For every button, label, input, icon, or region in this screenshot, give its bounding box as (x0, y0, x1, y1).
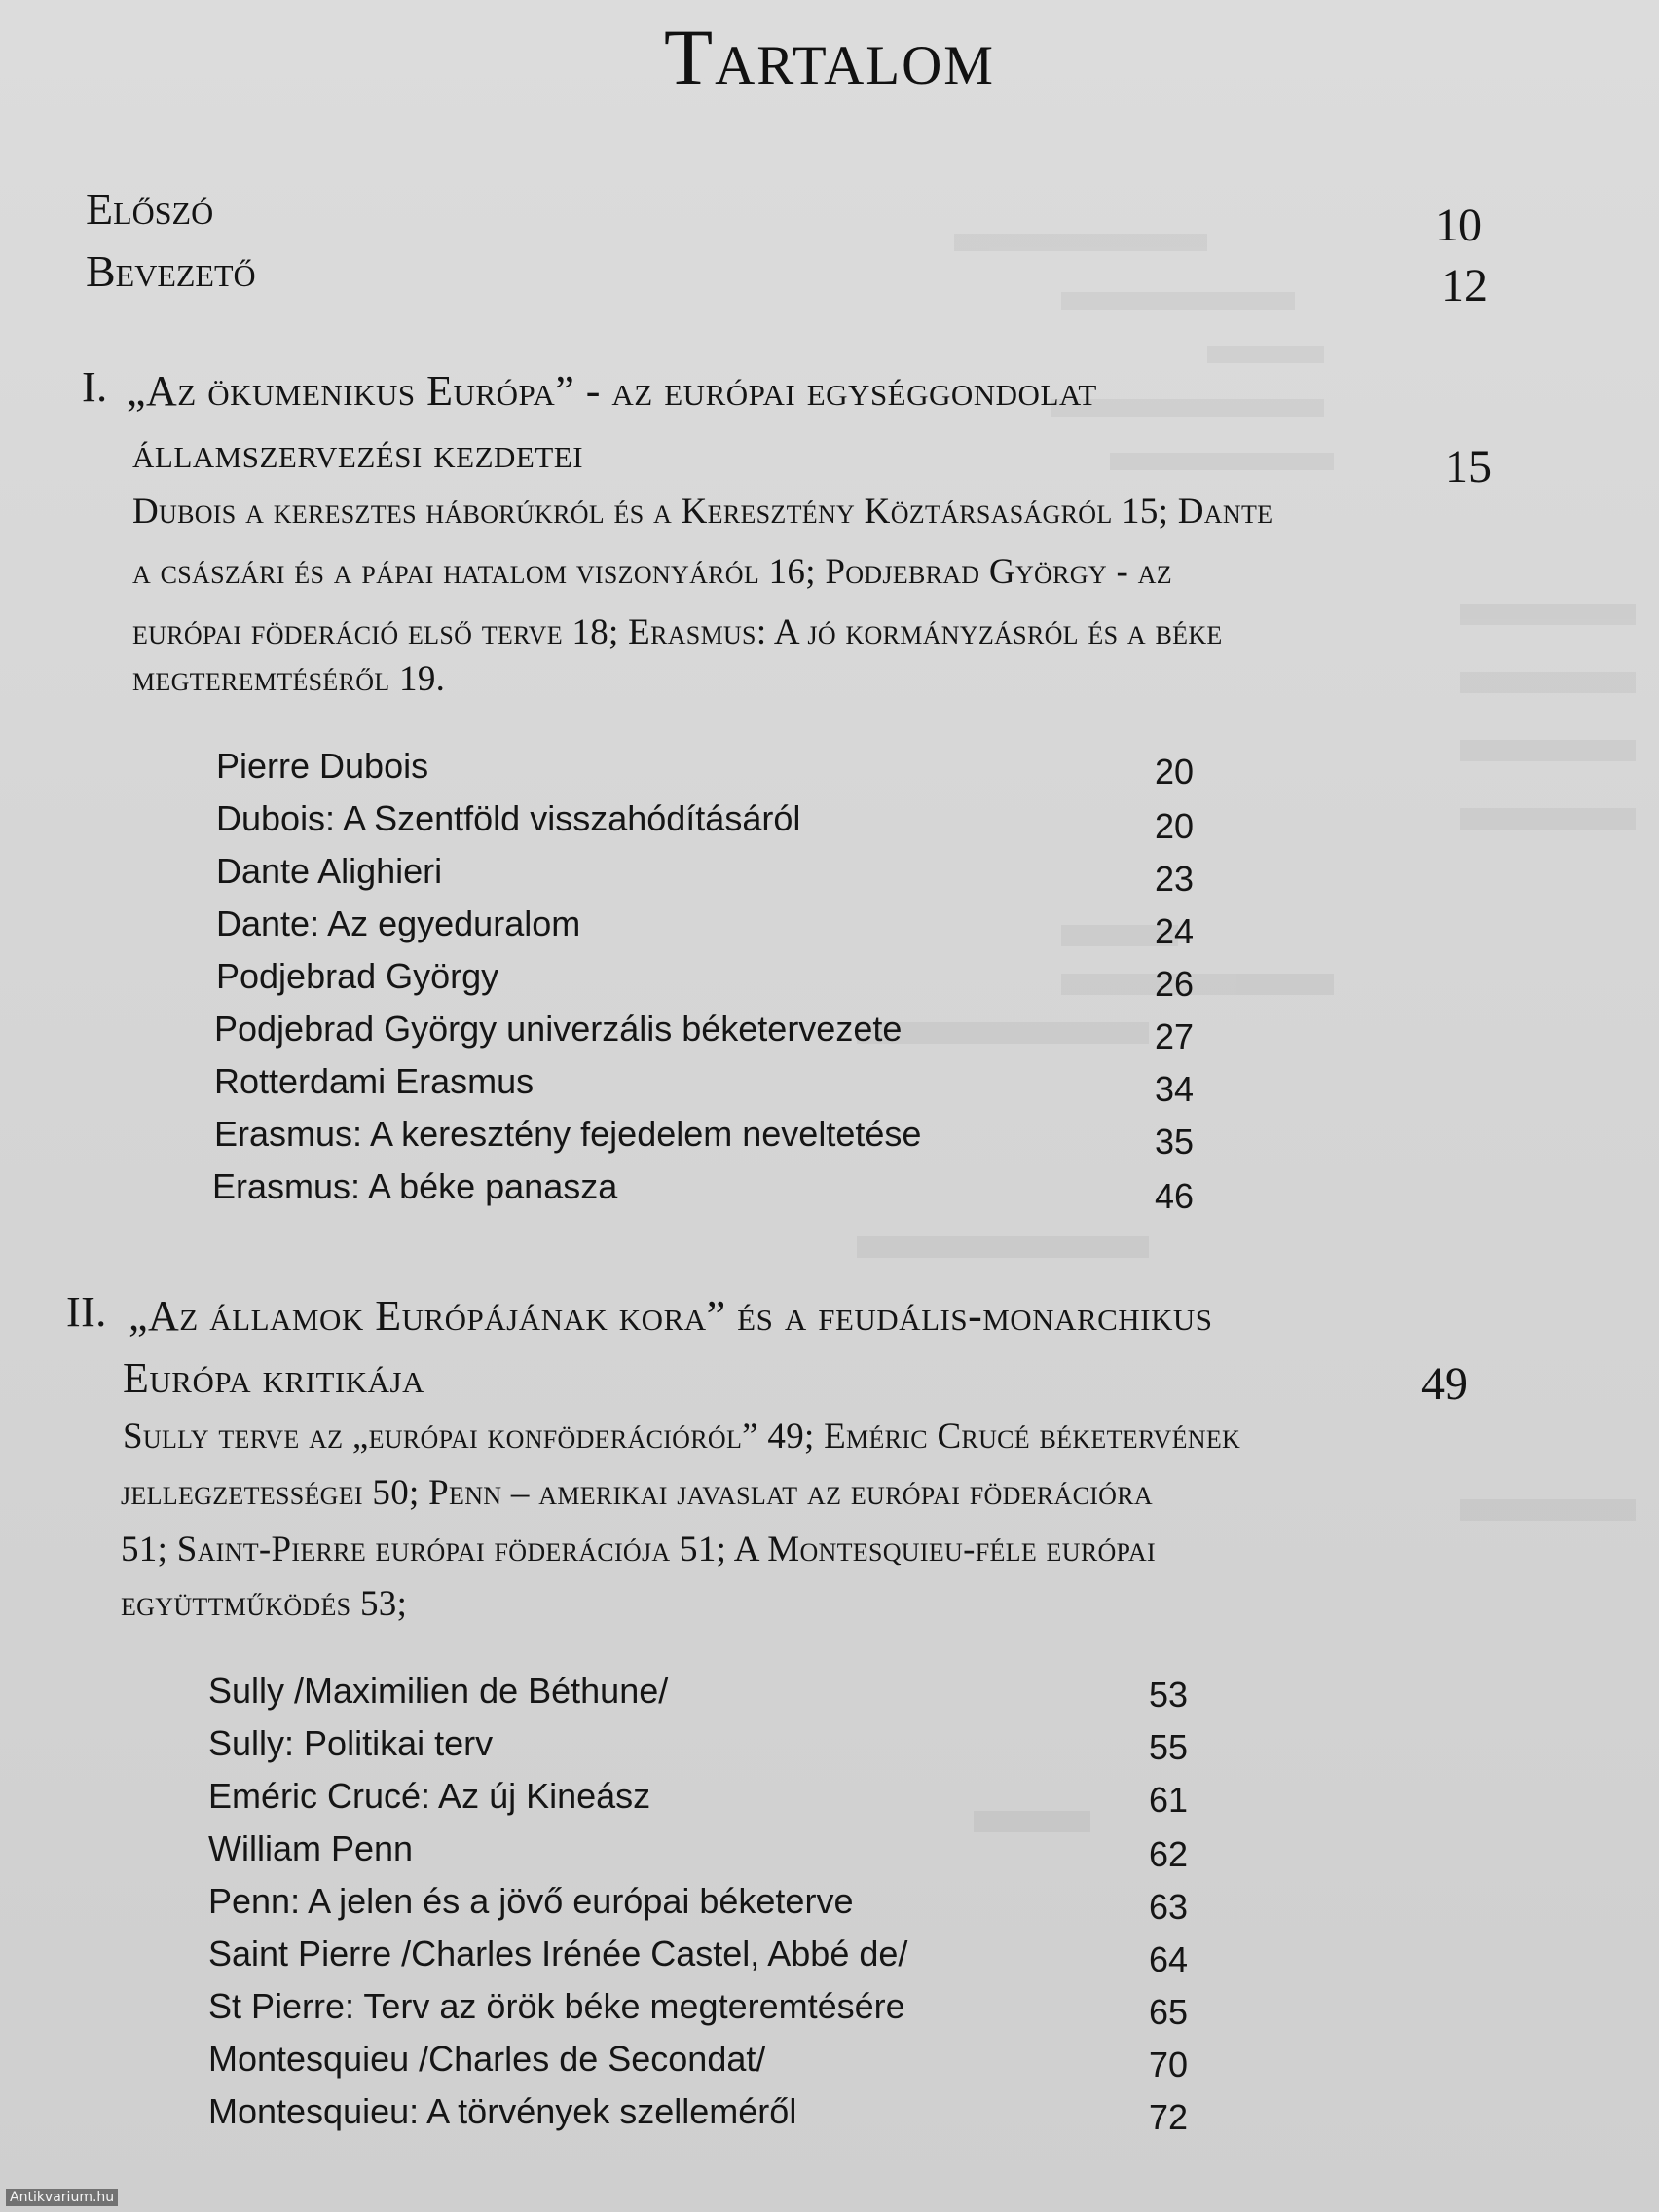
toc-entry-label: Montesquieu /Charles de Secondat/ (208, 2039, 766, 2079)
toc-entry-page: 61 (1149, 1780, 1189, 1820)
toc-entry-label: Eméric Crucé: Az új Kineász (208, 1776, 651, 1816)
toc-entry-label: Montesquieu: A törvények szelleméről (208, 2091, 797, 2131)
toc-entry-page: 72 (1149, 2097, 1189, 2137)
toc-entry-page: 70 (1149, 2045, 1189, 2084)
toc-entry-label: Podjebrad György univerzális béketervezete (214, 1009, 903, 1049)
toc-entry-label: Sully: Politikai terv (208, 1723, 494, 1763)
toc-entry-page: 34 (1155, 1069, 1195, 1109)
toc-entry-page: 62 (1149, 1834, 1189, 1874)
toc-entry-label: Dante: Az egyeduralom (216, 903, 581, 943)
toc-entry-label: St Pierre: Terv az örök béke megteremtésére (208, 1986, 905, 2026)
toc-entry-page: 26 (1155, 964, 1195, 1004)
toc-entry-page: 27 (1155, 1016, 1195, 1056)
chapter-page: 49 (1421, 1358, 1468, 1410)
chapter-desc-line: a császári és a pápai hatalom viszonyáról 16; Podjebrad György - az (132, 552, 1172, 592)
chapter-title-line1: „Az államok Európájának kora” és a feudális-monarchikus (129, 1292, 1213, 1340)
toc-entry-label: Dante Alighieri (216, 851, 443, 891)
toc-entry-label: Erasmus: A béke panasza (212, 1166, 618, 1206)
toc-entry-label: Penn: A jelen és a jövő európai béketerve (208, 1881, 854, 1921)
toc-entry-label: Pierre Dubois (216, 746, 429, 786)
chapter-title-line2: államszervezési kezdetei (132, 429, 584, 477)
toc-entry-label: Sully /Maximilien de Béthune/ (208, 1671, 669, 1711)
toc-entry-page: 55 (1149, 1727, 1189, 1767)
chapter-desc-line: jellegzetességei 50; Penn – amerikai javaslat az európai föderációra (121, 1473, 1153, 1513)
front-item-label: Előszó (86, 184, 214, 234)
toc-entry-label: Podjebrad György (216, 956, 499, 996)
front-item-page: 10 (1435, 200, 1482, 251)
toc-entry-page: 24 (1155, 911, 1195, 951)
toc-entry-page: 63 (1149, 1887, 1189, 1927)
chapter-desc-line: megteremtéséről 19. (132, 659, 446, 699)
toc-entry-page: 64 (1149, 1939, 1189, 1979)
toc-entry-page: 53 (1149, 1675, 1189, 1714)
chapter-desc-line: Sully terve az „európai konföderációról” 49; Eméric Crucé béketervének (123, 1417, 1241, 1456)
front-item-label: Bevezető (86, 246, 256, 296)
toc-entry-page: 35 (1155, 1122, 1195, 1161)
front-item-page: 12 (1441, 260, 1488, 312)
toc-entry-label: Saint Pierre /Charles Irénée Castel, Abbé de/ (208, 1934, 908, 1973)
watermark: Antikvarium.hu (6, 2189, 118, 2206)
toc-entry-label: Rotterdami Erasmus (214, 1061, 535, 1101)
toc-entry-page: 23 (1155, 859, 1195, 899)
toc-entry-page: 46 (1155, 1176, 1195, 1216)
chapter-page: 15 (1445, 441, 1492, 493)
toc-entry-label: Erasmus: A keresztény fejedelem neveltetése (214, 1114, 922, 1154)
chapter-number: I. (82, 363, 108, 411)
chapter-title-line1: „Az ökumenikus Európa” - az európai egységgondolat (127, 367, 1097, 415)
chapter-desc-line: európai föderáció első terve 18; Erasmus: A jó kormányzásról és a béke (132, 612, 1223, 652)
chapter-desc-line: Dubois a keresztes háborúkról és a Keresztény Köztársaságról 15; Dante (132, 492, 1273, 532)
chapter-title-line2: Európa kritikája (123, 1354, 424, 1402)
toc-entry-page: 65 (1149, 1992, 1189, 2032)
toc-entry-page: 20 (1155, 806, 1195, 846)
page-title: Tartalom (664, 13, 995, 101)
chapter-desc-line: 51; Saint-Pierre európai föderációja 51; A Montesquieu-féle európai (121, 1530, 1156, 1569)
chapter-desc-line: együttműködés 53; (121, 1584, 408, 1624)
toc-entry-label: Dubois: A Szentföld visszahódításáról (216, 798, 801, 838)
chapter-number: II. (66, 1288, 107, 1336)
toc-entry-page: 20 (1155, 752, 1195, 792)
toc-entry-label: William Penn (208, 1828, 414, 1868)
